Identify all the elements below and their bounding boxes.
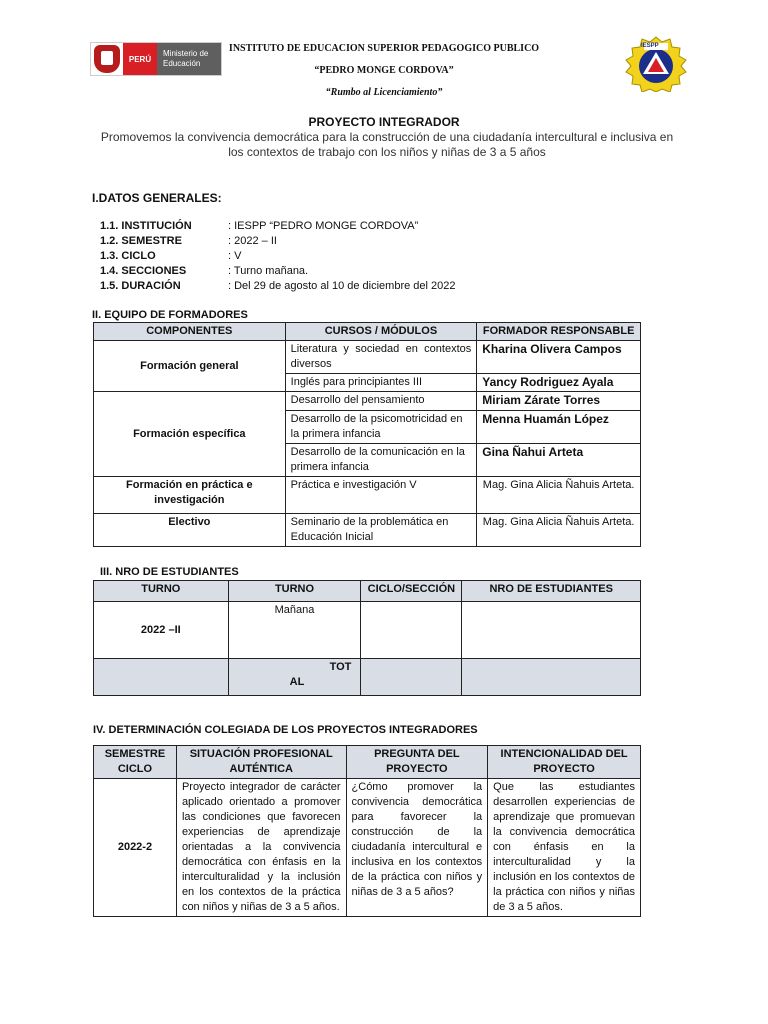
formadores-heading: II. EQUIPO DE FORMADORES — [92, 309, 248, 321]
table-row — [94, 392, 641, 411]
ciclo-cell — [361, 602, 462, 659]
component-cell: Formación general — [94, 341, 286, 392]
nro-cell — [462, 602, 641, 659]
datos-row — [100, 280, 520, 295]
component-cell: Formación específica — [94, 392, 286, 477]
proyectos-heading: IV. DETERMINACIÓN COLEGIADA DE LOS PROYECTOS INTEGRADORES — [93, 724, 478, 736]
pregunta-cell: ¿Cómo promover la convivencia democrática para favorecer la construcción de la ciudadanía intercultural e inclusiva en los contextos de la práctica con niños y niñas de 3 a 5 años? — [346, 779, 488, 917]
total-row — [94, 659, 641, 696]
institute-motto: “Rumbo al Licenciamiento” — [325, 87, 443, 98]
total-label-cell — [228, 659, 361, 696]
course-cell: Práctica e investigación V — [285, 477, 477, 514]
peru-label: PERÚ — [123, 43, 157, 75]
column-header: NRO DE ESTUDIANTES — [462, 581, 641, 602]
table-header-row — [94, 323, 641, 341]
column-header: PREGUNTA DEL PROYECTO — [346, 746, 488, 779]
estudiantes-heading: III. NRO DE ESTUDIANTES — [100, 566, 239, 578]
datos-value: : Turno mañana. — [228, 265, 309, 277]
total-empty-cell — [94, 659, 229, 696]
datos-value: : 2022 – II — [228, 235, 277, 247]
column-header: COMPONENTES — [94, 323, 286, 341]
column-header: CURSOS / MÓDULOS — [285, 323, 477, 341]
formadores-table — [93, 322, 641, 547]
page-subtitle: Promovemos la convivencia democrática para la construcción de una ciudadanía intercultural e inclusiva en los contextos de trabajo con los niños y niñas de 3 a 5 años — [100, 130, 674, 159]
turno-cell: Mañana — [228, 602, 361, 659]
table-row — [94, 341, 641, 374]
ministry-label: Ministerio de Educación — [157, 43, 221, 75]
datos-label: 1.5. DURACIÓN — [100, 280, 181, 292]
course-cell: Desarrollo del pensamiento — [285, 392, 477, 411]
teacher-cell: Miriam Zárate Torres — [477, 392, 641, 411]
course-cell: Seminario de la problemática en Educación Inicial — [285, 514, 477, 547]
iespp-logo-text: IESPP — [641, 43, 659, 49]
table-row — [94, 477, 641, 514]
teacher-cell: Yancy Rodriguez Ayala — [477, 374, 641, 392]
column-header: CICLO/SECCIÓN — [361, 581, 462, 602]
proyectos-table — [93, 745, 641, 917]
institute-title: INSTITUTO DE EDUCACION SUPERIOR PEDAGOGICO PUBLICO — [228, 43, 540, 54]
column-header: SEMESTRE CICLO — [94, 746, 177, 779]
total-ciclo-cell — [361, 659, 462, 696]
datos-list — [100, 220, 520, 295]
institute-name: “PEDRO MONGE CORDOVA” — [314, 65, 454, 76]
page-title: PROYECTO INTEGRADOR — [308, 115, 460, 129]
table-row — [94, 514, 641, 547]
teacher-cell: Mag. Gina Alicia Ñahuis Arteta. — [477, 477, 641, 514]
table-header-row — [94, 581, 641, 602]
datos-label: 1.1. INSTITUCIÓN — [100, 220, 192, 232]
semestre-cell: 2022 –II — [94, 602, 229, 659]
datos-row — [100, 250, 520, 265]
course-cell: Desarrollo de la comunicación en la primera infancia — [285, 444, 477, 477]
total-nro-cell — [462, 659, 641, 696]
total-label-a: TOT — [329, 661, 352, 673]
table-row — [94, 602, 641, 659]
column-header: SITUACIÓN PROFESIONAL AUTÉNTICA — [176, 746, 346, 779]
column-header: FORMADOR RESPONSABLE — [477, 323, 641, 341]
column-header: TURNO — [228, 581, 361, 602]
estudiantes-table — [93, 580, 641, 696]
column-header: TURNO — [94, 581, 229, 602]
column-header: INTENCIONALIDAD DEL PROYECTO — [488, 746, 641, 779]
course-cell: Inglés para principiantes III — [285, 374, 477, 392]
intencionalidad-cell: Que las estudiantes desarrollen experiencias de aprendizaje que promuevan la convivencia democrática con énfasis en la interculturalidad y la inclusión en los contextos de la práctica con niños y niñas de 3 a 5 años. — [488, 779, 641, 917]
total-label-b: AL — [289, 676, 305, 688]
teacher-cell: Gina Ñahui Arteta — [477, 444, 641, 477]
teacher-cell: Kharina Olivera Campos — [477, 341, 641, 374]
semestre-cell: 2022-2 — [94, 779, 177, 917]
component-cell: Electivo — [94, 514, 286, 547]
datos-value: : IESPP “PEDRO MONGE CORDOVA” — [228, 220, 419, 232]
datos-label: 1.2. SEMESTRE — [100, 235, 182, 247]
datos-row — [100, 220, 520, 235]
teacher-cell: Menna Huamán López — [477, 411, 641, 444]
datos-label: 1.3. CICLO — [100, 250, 156, 262]
datos-row — [100, 235, 520, 250]
datos-value: : Del 29 de agosto al 10 de diciembre del 2022 — [228, 280, 456, 292]
situacion-cell: Proyecto integrador de carácter aplicado orientado a promover las condiciones que favorecen experiencias de aprendizaje orientadas a la convivencia democrática con énfasis en la interculturalidad y la inclusión en los contextos de la práctica con niños y niñas de 3 a 5 años. — [176, 779, 346, 917]
table-row — [94, 779, 641, 917]
teacher-cell: Mag. Gina Alicia Ñahuis Arteta. — [477, 514, 641, 547]
course-cell: Desarrollo de la psicomotricidad en la primera infancia — [285, 411, 477, 444]
datos-value: : V — [228, 250, 242, 262]
datos-heading: I.DATOS GENERALES: — [92, 191, 222, 205]
course-cell: Literatura y sociedad en contextos diversos — [285, 341, 477, 374]
datos-label: 1.4. SECCIONES — [100, 265, 187, 277]
datos-row — [100, 265, 520, 280]
table-header-row — [94, 746, 641, 779]
component-cell: Formación en práctica e investigación — [94, 477, 286, 514]
